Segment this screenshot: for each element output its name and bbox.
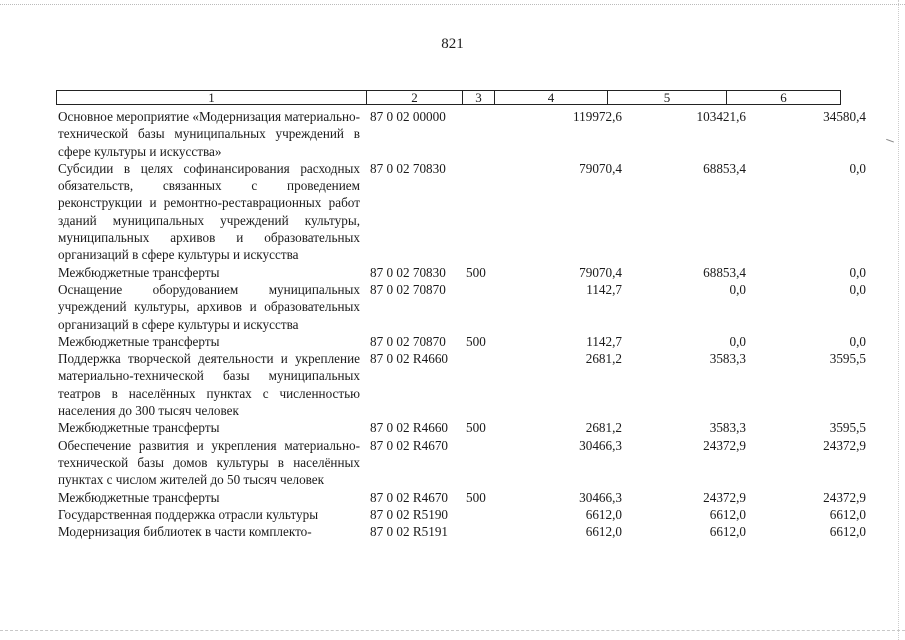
table-row <box>58 281 892 333</box>
row-value-5: 6612,0 <box>709 506 746 522</box>
page-number: 821 <box>441 36 464 52</box>
row-name: Межбюджетные трансферты <box>58 489 220 505</box>
row-value-4: 30466,3 <box>579 437 622 453</box>
table-row <box>58 350 892 419</box>
row-value-5: 24372,9 <box>703 437 746 453</box>
row-value-6: 6612,0 <box>829 524 866 540</box>
row-vr <box>466 108 494 160</box>
row-name: Государственная поддержка отрасли культуры <box>58 506 319 522</box>
row-code: 87 0 02 70830 <box>370 264 446 280</box>
row-code: 87 0 02 R4670 <box>370 489 449 505</box>
row-value-4: 2681,2 <box>585 351 622 367</box>
scan-edge-right <box>898 0 899 640</box>
row-code: 87 0 02 R4670 <box>370 437 449 453</box>
row-value-4: 79070,4 <box>579 160 622 176</box>
table-row <box>58 160 892 264</box>
row-name: Межбюджетные трансферты <box>58 333 220 349</box>
table-row <box>58 437 892 489</box>
table-row <box>58 333 892 350</box>
row-code: 87 0 02 R4660 <box>370 420 449 436</box>
row-value-5: 68853,4 <box>703 264 746 280</box>
row-code: 87 0 02 00000 <box>370 109 446 124</box>
row-value-5: 0,0 <box>729 333 746 349</box>
row-name: Межбюджетные трансферты <box>58 264 220 280</box>
row-name: Субсидии в целях софинансирования расходных обязательств, связанных с проведением реконструкции и ремонтно-реставрационных работ зданий муниципальных учреждений культуры, муниципальных архивов и образовательных организаций в сфере культуры и искусства <box>58 160 360 263</box>
column-header-4: 4 <box>495 91 608 104</box>
row-code: 87 0 02 70870 <box>370 281 446 297</box>
row-value-6: 6612,0 <box>829 506 866 522</box>
table-row <box>58 419 892 436</box>
row-value-6: 0,0 <box>849 281 866 297</box>
row-name: Поддержка творческой деятельности и укрепление материально-технической базы муниципальных театров в населённых пунктах с численностью населения до 300 тысяч человек <box>58 351 360 419</box>
row-value-4: 2681,2 <box>585 420 622 436</box>
row-value-4: 6612,0 <box>585 524 622 540</box>
column-header-2: 2 <box>367 91 463 104</box>
column-header-5: 5 <box>608 91 727 104</box>
row-code: 87 0 02 R5190 <box>370 506 449 522</box>
row-value-6: 3595,5 <box>829 420 866 436</box>
row-vr <box>466 281 494 333</box>
row-vr <box>466 506 494 523</box>
row-name: Основное мероприятие «Модернизация материально-технической базы муниципальных учреждений в сфере культуры и искусства» <box>58 109 361 159</box>
row-name: Межбюджетные трансферты <box>58 420 220 436</box>
column-header-row <box>56 90 841 105</box>
row-value-4: 6612,0 <box>585 506 622 522</box>
row-code: 87 0 02 70870 <box>370 333 446 349</box>
row-value-5: 0,0 <box>729 281 746 297</box>
row-value-4: 1142,7 <box>586 281 622 297</box>
row-vr <box>466 437 494 489</box>
row-value-6: 0,0 <box>849 160 866 176</box>
table-row <box>58 264 892 281</box>
column-header-3: 3 <box>463 91 495 104</box>
row-value-6: 3595,5 <box>829 351 866 367</box>
budget-table <box>58 108 892 540</box>
row-value-5: 68853,4 <box>703 160 746 176</box>
row-vr: 500 <box>466 264 486 280</box>
row-value-4: 79070,4 <box>579 264 622 280</box>
row-name: Модернизация библиотек в части комплекто- <box>58 524 312 540</box>
row-vr: 500 <box>466 420 486 436</box>
row-value-5: 24372,9 <box>703 489 746 505</box>
table-row <box>58 489 892 506</box>
row-value-5: 103421,6 <box>696 109 746 124</box>
row-value-5: 6612,0 <box>709 524 746 540</box>
row-value-4: 1142,7 <box>586 333 622 349</box>
table-row <box>58 523 892 540</box>
row-vr: 500 <box>466 333 486 349</box>
row-value-6: 24372,9 <box>823 489 866 505</box>
row-name: Обеспечение развития и укрепления материально-технической базы домов культуры в населённых пунктах с числом жителей до 50 тысяч человек <box>58 437 360 488</box>
row-code: 87 0 02 R5191 <box>370 524 449 540</box>
row-code: 87 0 02 R4660 <box>370 351 449 367</box>
table-row <box>58 108 892 160</box>
scan-edge-top <box>0 4 905 5</box>
row-value-6: 24372,9 <box>823 437 866 453</box>
row-value-4: 30466,3 <box>579 489 622 505</box>
row-vr <box>466 523 494 540</box>
row-value-6: 34580,4 <box>823 109 866 124</box>
row-value-5: 3583,3 <box>709 420 746 436</box>
row-vr <box>466 160 494 264</box>
row-name: Оснащение оборудованием муниципальных учреждений культуры, архивов и образовательных организаций в сфере культуры и искусства <box>58 281 360 332</box>
row-value-5: 3583,3 <box>709 351 746 367</box>
row-code: 87 0 02 70830 <box>370 160 446 176</box>
table-row <box>58 506 892 523</box>
scan-edge-bottom <box>0 630 905 631</box>
row-vr <box>466 350 494 419</box>
row-vr: 500 <box>466 489 486 505</box>
row-value-6: 0,0 <box>849 333 866 349</box>
column-header-1: 1 <box>57 91 367 104</box>
column-header-6: 6 <box>780 90 787 105</box>
row-value-4: 119972,6 <box>573 109 622 124</box>
row-value-6: 0,0 <box>849 264 866 280</box>
